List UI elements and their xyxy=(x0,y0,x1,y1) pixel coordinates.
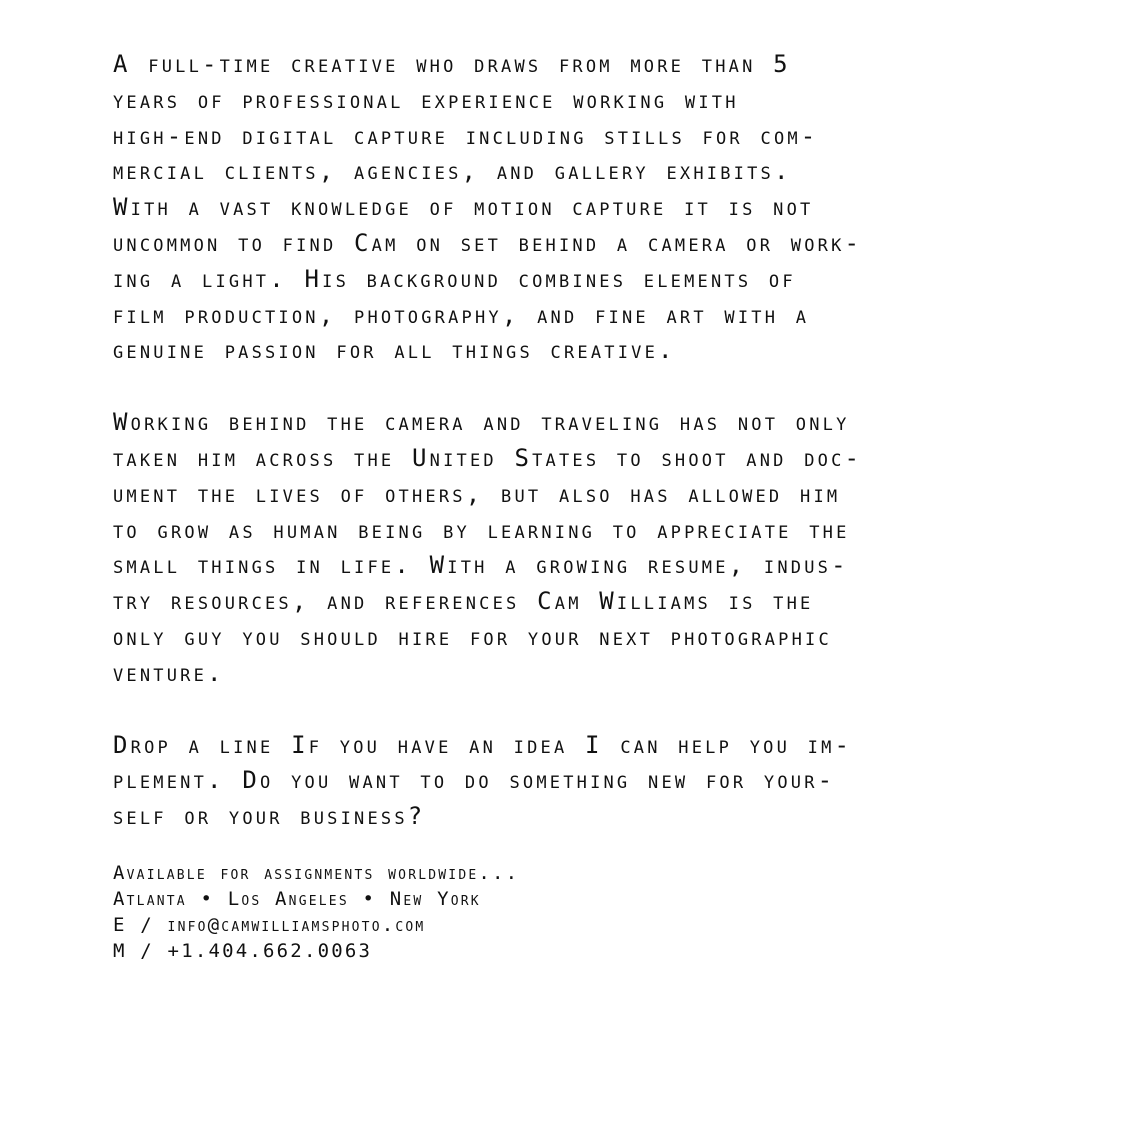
contact-block xyxy=(113,860,1013,964)
text-line: self or your business? xyxy=(113,802,426,831)
text-line: plement. Do you want to do something new for your- xyxy=(113,766,836,795)
text-line: Drop a line If you have an idea I can help you im- xyxy=(113,730,853,759)
text-line: years of professional experience working with xyxy=(113,85,739,114)
text-line: A full-time creative who draws from more than 5 xyxy=(113,50,791,78)
text-line: ument the lives of others, but also has allowed him xyxy=(113,479,841,508)
bio-paragraph-2 xyxy=(113,405,1123,691)
bio-text xyxy=(113,47,1123,871)
text-line: ing a light. His background combines elements of xyxy=(113,264,796,293)
text-line: try resources, and references Cam Williams is the xyxy=(113,587,814,616)
text-line: to grow as human being by learning to appreciate the xyxy=(113,515,850,544)
cities-text: Atlanta • Los Angeles • New York xyxy=(113,888,481,910)
availability-text: Available for assignments worldwide... xyxy=(113,862,520,884)
email-link[interactable]: E / info@camwilliamsphoto.com xyxy=(113,914,426,936)
phone-link[interactable]: M / +1.404.662.0063 xyxy=(113,940,373,962)
text-line: mercial clients, agencies, and gallery exhibits. xyxy=(113,157,792,186)
text-line: small things in life. With a growing resume, indus- xyxy=(113,551,849,580)
text-line: only guy you should hire for your next photographic xyxy=(113,622,832,651)
text-line: high-end digital capture including stills for com- xyxy=(113,121,819,150)
text-line: uncommon to find Cam on set behind a camera or work- xyxy=(113,228,863,257)
text-line: taken him across the United States to shoot and doc- xyxy=(113,443,863,472)
text-line: genuine passion for all things creative. xyxy=(113,336,676,365)
bio-paragraph-1 xyxy=(113,47,1123,369)
text-line: Working behind the camera and traveling has not only xyxy=(113,408,850,437)
text-line: With a vast knowledge of motion capture it is not xyxy=(113,193,814,222)
text-line: venture. xyxy=(113,658,225,687)
text-line: film production, photography, and fine art with a xyxy=(113,300,810,329)
bio-paragraph-3 xyxy=(113,728,1123,835)
